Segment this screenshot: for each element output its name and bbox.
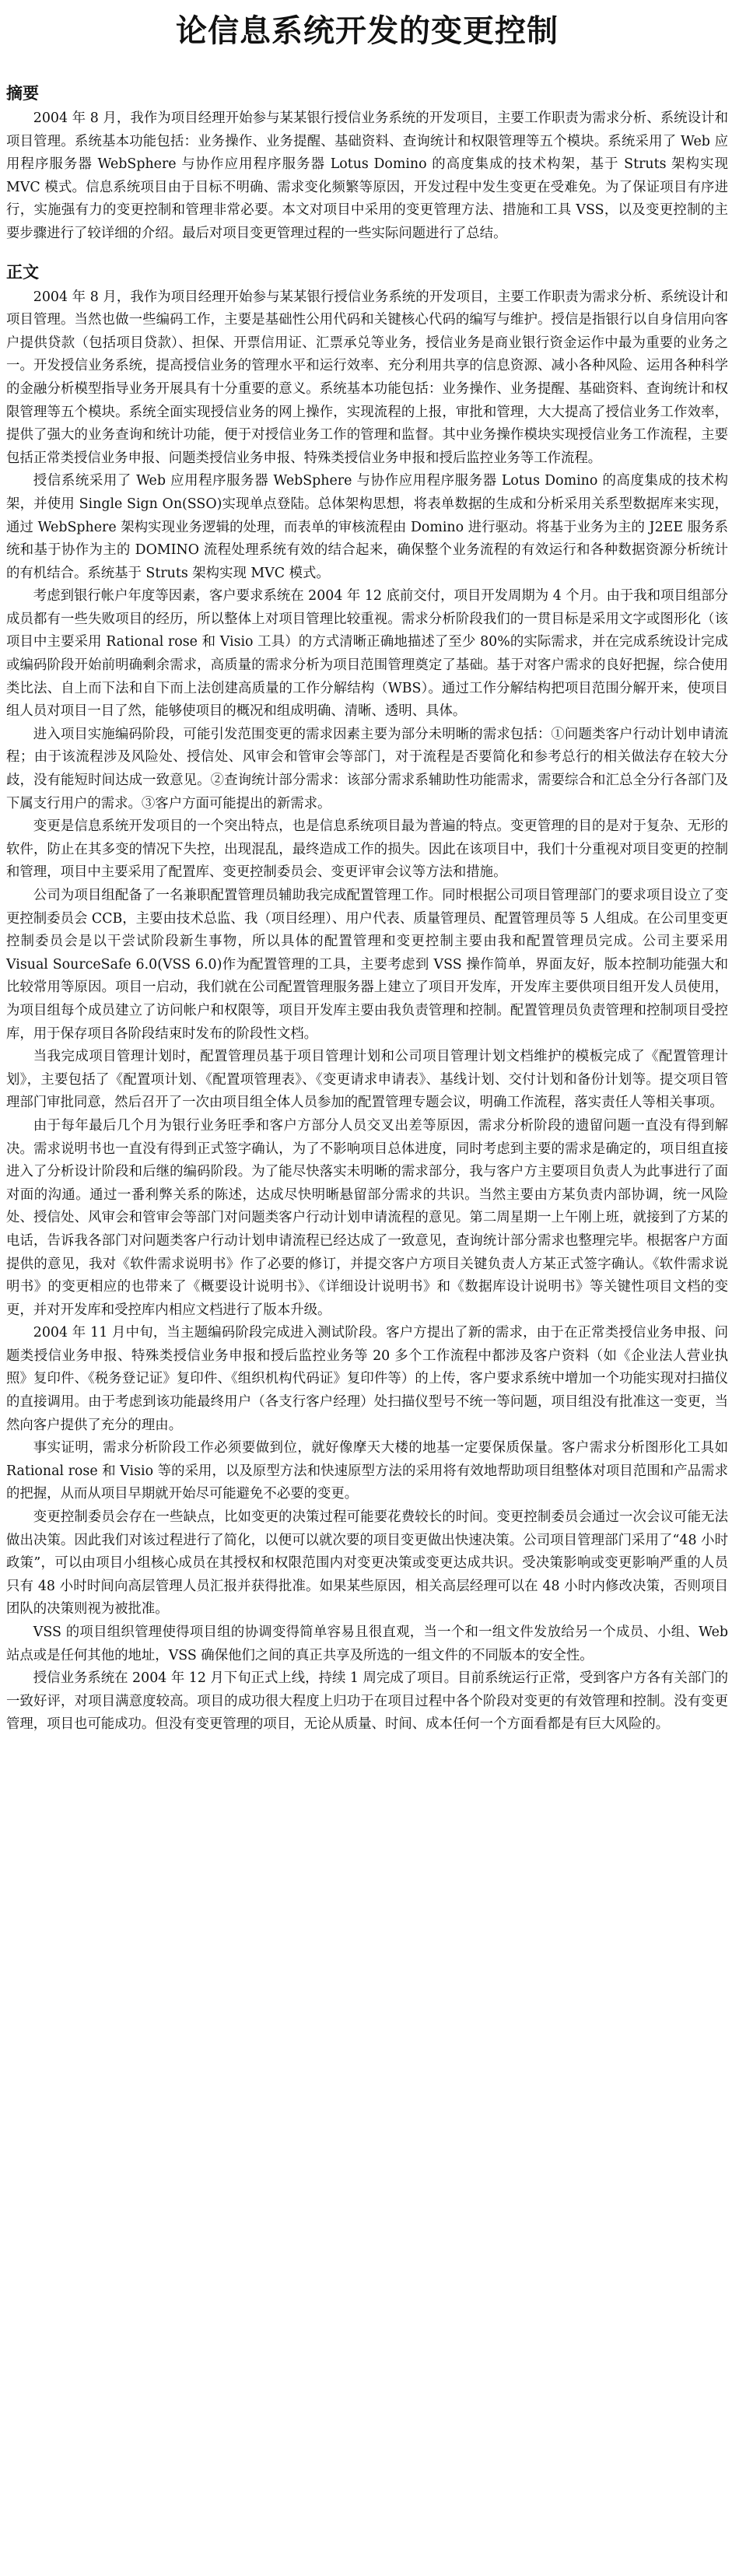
article-title: 论信息系统开发的变更控制 [176,13,559,49]
abstract-section [6,81,728,246]
body-paragraph: 公司为项目组配备了一名兼职配置管理员辅助我完成配置管理工作。同时根据公司项目管理部门的要求项目设立了变更控制委员会 CCB，主要由技术总监、我（项目经理）、用户代表、质量管理员、配置管理员等 5 人组成。在公司里变更控制委员会是以干尝试阶段新生事物，所以具体的配置管理和变更控制主要由我和配置管理员完成。公司主要采用 Visual SourceSafe 6.0(VSS 6.0)作为配置管理的工具，主要考虑到 VSS 操作简单，界面友好，版本控制功能强大和比较常用等原因。项目一启动，我们就在公司配置管理服务器上建立了项目开发库，开发库主要供项目组开发人员使用，为项目组每个成员建立了访问帐户和权限等，项目开发库主要由我负责管理和控制。配置管理员负责管理和控制项目受控库，用于保存项目各阶段结束时发布的阶段性文档。 [6,888,728,1042]
abstract-heading: 摘要 [6,84,39,103]
body-paragraph: VSS 的项目组织管理使得项目组的协调变得简单容易且很直观，当一个和一组文件发放给另一个成员、小组、Web 站点或是任何其他的地址，VSS 确保他们之间的真正共享及所选的一组文件的不同版本的安全性。 [6,1624,728,1663]
body-paragraph: 授信业务系统在 2004 年 12 月下旬正式上线，持续 1 周完成了项目。目前系统运行正常，受到客户方各有关部门的一致好评，对项目满意度较高。项目的成功很大程度上归功于在项目过程中各个阶段对变更的有效管理和控制。没有变更管理，项目也可能成功。但没有变更管理的项目，无论从质量、时间、成本任何一个方面看都是有巨大风险的。 [6,1670,728,1733]
body-paragraph: 进入项目实施编码阶段，可能引发范围变更的需求因素主要为部分未明晰的需求包括：①问题类客户行动计划申请流程；由于该流程涉及风险处、授信处、风审会和管审会等部门，对于流程是否要简化和参考总行的相关做法存在较大分歧，没有能短时间达成一致意见。②查询统计部分需求：该部分需求系辅助性功能需求，需要综合和汇总全分行各部门及下属支行用户的需求。③客户方面可能提出的新需求。 [6,726,728,811]
body-paragraph: 2004 年 11 月中旬，当主题编码阶段完成进入测试阶段。客户方提出了新的需求，由于在正常类授信业务申报、问题类授信业务申报、特殊类授信业务申报和授后监控业务等 20 多个工作流程中都涉及客户资料（如《企业法人营业执照》复印件、《税务登记证》复印件、《组织机构代码证》复印件等）的上传，客户要求系统中增加一个功能实现对扫描仪的直接调用。由于考虑到该功能最终用户（各支行客户经理）处扫描仪型号不统一等问题，项目组没有批准这一变更，当然向客户提供了充分的理由。 [6,1325,728,1433]
body-paragraph: 事实证明，需求分析阶段工作必须要做到位，就好像摩天大楼的地基一定要保质保量。客户需求分析图形化工具如 Rational rose 和 Visio 等的采用，以及原型方法和快速原型方法的采用将有效地帮助项目组整体对项目范围和产品需求的把握，从而从项目早期就开始尽可能避免不必要的变更。 [6,1440,728,1502]
body-paragraph: 变更是信息系统开发项目的一个突出特点，也是信息系统项目最为普遍的特点。变更管理的目的是对于复杂、无形的软件，防止在其多变的情况下失控，出现混乱，最终造成工作的损失。因此在该项目中，我们十分重视对项目变更的控制和管理，项目中主要采用了配置库、变更控制委员会、变更评审会议等方法和措施。 [6,818,728,881]
body-paragraph: 考虑到银行帐户年度等因素，客户要求系统在 2004 年 12 底前交付，项目开发周期为 4 个月。由于我和项目组部分成员都有一些失败项目的经历，所以整体上对项目管理比较重视。需求分析阶段我们的一贯目标是采用文字或图形化（该项目中主要采用 Rational rose 和 Visio 工具）的方式清晰正确地描述了至少 80%的实际需求，并在完成系统设计完成或编码阶段开始前明确剩余需求，高质量的需求分析为项目范围管理奠定了基础。基于对客户需求的良好把握，综合使用类比法、自上而下法和自下而上法创建高质量的工作分解结构（WBS）。通过工作分解结构把项目范围分解开来，使项目组人员对项目一目了然，能够使项目的概况和组成明确、清晰、透明、具体。 [6,588,728,720]
body-paragraph: 当我完成项目管理计划时，配置管理员基于项目管理计划和公司项目管理计划文档维护的模板完成了《配置管理计划》，主要包括了《配置项计划、《配置项管理表》、《变更请求申请表》、基线计划、交付计划和备份计划等。提交项目管理部门审批同意，然后召开了一次由项目组全体人员参加的配置管理专题会议，明确工作流程，落实责任人等相关事项。 [6,1049,728,1111]
body-section [6,260,728,1737]
body-paragraph: 2004 年 8 月，我作为项目经理开始参与某某银行授信业务系统的开发项目，主要工作职责为需求分析、系统设计和项目管理。当然也做一些编码工作，主要是基础性公用代码和关键核心代码的编写与维护。授信是指银行以自身信用向客户提供贷款（包括项目贷款）、担保、开票信用证、汇票承兑等业务，授信业务是商业银行资金运作中最为重要的业务之一。开发授信业务系统，提高授信业务的管理水平和运行效率、充分利用共享的信息资源、减小各种风险、运用各种科学的金融分析模型指导业务开展具有十分重要的意义。系统基本功能包括：业务操作、业务提醒、基础资料、查询统计和权限管理等五个模块。系统全面实现授信业务的网上操作，实现流程的上报，审批和管理，大大提高了授信业务工作效率，提供了强大的业务查询和统计功能，便于对授信业务工作的管理和监督。其中业务操作模块实现授信业务工作流程，主要包括正常类授信业务申报、问题类授信业务申报、特殊类授信业务申报和授后监控业务等工作流程。 [6,289,728,466]
body-paragraph: 由于每年最后几个月为银行业务旺季和客户方部分人员交叉出差等原因，需求分析阶段的遗留问题一直没有得到解决。需求说明书也一直没有得到正式签字确认，为了不影响项目总体进度，同时考虑到主要的需求是确定的，项目组直接进入了分析设计阶段和后继的编码阶段。为了能尽快落实未明晰的需求部分，我与客户方主要项目负责人为此事进行了面对面的沟通。通过一番利弊关系的陈述，达成尽快明晰悬留部分需求的共识。当然主要由方某负责内部协调，统一风险处、授信处、风审会和管审会等部门对问题类客户行动计划申请流程的意见。第二周星期一上午刚上班，就接到了方某的电话，告诉我各部门对问题类客户行动计划申请流程已经达成了一致意见，查询统计部分需求也整理完毕。根据客户方面提供的意见，我对《软件需求说明书》作了必要的修订，并提交客户方项目关键负责人方某正式签字确认。《软件需求说明书》的变更相应的也带来了《概要设计说明书》、《详细设计说明书》和《数据库设计说明书》等关键性项目文档的变更，并对开发库和受控库内相应文档进行了版本升级。 [6,1117,728,1318]
body-paragraph: 授信系统采用了 Web 应用程序服务器 WebSphere 与协作应用程序服务器 Lotus Domino 的高度集成的技术构架，并使用 Single Sign On(SSO)实现单点登陆。总体架构思想，将表单数据的生成和分析采用关系型数据库来实现，通过 WebSphere 架构实现业务逻辑的处理，而表单的审核流程由 Domino 进行驱动。将基于业务为主的 J2EE 服务系统和基于协作为主的 DOMINO 流程处理系统有效的结合起来，确保整个业务流程的有效运行和各种数据资源分析统计的有机结合。系统基于 Struts 架构实现 MVC 模式。 [6,473,728,581]
body-heading: 正文 [6,262,39,282]
abstract-paragraph: 2004 年 8 月，我作为项目经理开始参与某某银行授信业务系统的开发项目，主要工作职责为需求分析、系统设计和项目管理。系统基本功能包括：业务操作、业务提醒、基础资料、查询统计和权限管理等五个模块。系统采用了 Web 应用程序服务器 WebSphere 与协作应用程序服务器 Lotus Domino 的高度集成的技术构架，基于 Struts 架构实现 MVC 模式。信息系统项目由于目标不明确、需求变化频繁等原因，开发过程中发生变更在受难免。为了保证项目有序进行，实施强有力的变更控制和管理非常必要。本文对项目中采用的变更管理方法、措施和工具 VSS，以及变更控制的主要步骤进行了较详细的介绍。最后对项目变更管理过程的一些实际问题进行了总结。 [6,110,728,241]
body-paragraph: 变更控制委员会存在一些缺点，比如变更的决策过程可能要花费较长的时间。变更控制委员会通过一次会议可能无法做出决策。因此我们对该过程进行了简化，以便可以就次要的项目变更做出快速决策。公司项目管理部门采用了“48 小时政策”，可以由项目小组核心成员在其授权和权限范围内对变更决策或变更达成共识。受决策影响或变更影响严重的人员只有 48 小时时间向高层管理人员汇报并获得批准。如果某些原因，相关高层经理可以在 48 小时内修改决策，否则项目团队的决策则视为被批准。 [6,1509,729,1617]
